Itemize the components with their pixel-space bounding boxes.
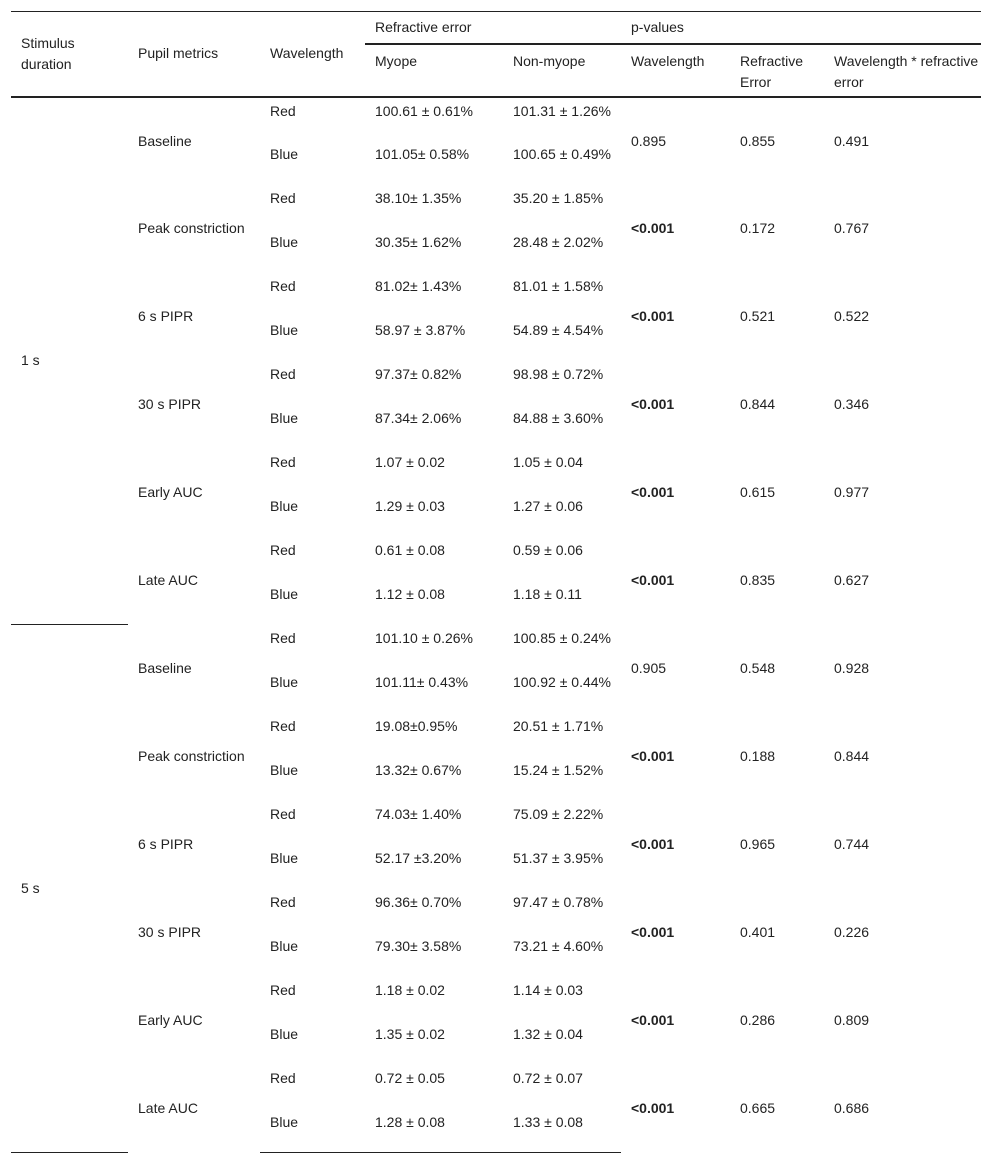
pupil-metric-cell: Late AUC — [138, 1100, 198, 1116]
p-wavelength-cell — [621, 537, 730, 625]
p-wavelength-cell — [621, 1065, 730, 1153]
table-row — [11, 537, 981, 581]
wavelength-cell: Red — [270, 541, 296, 558]
p-interaction-cell: 0.928 — [834, 660, 870, 676]
wavelength-cell: Red — [270, 893, 296, 910]
wavelength-cell: Red — [270, 189, 296, 206]
non-myope-value-cell: 20.51 ± 1.71% — [513, 717, 604, 734]
myope-value-cell: 87.34± 2.06% — [375, 409, 462, 426]
stimulus-duration-cell: 1 s — [11, 97, 128, 625]
pupil-metric-cell: Baseline — [138, 132, 192, 149]
myope-value-cell: 13.32± 0.67% — [375, 761, 462, 778]
p-refractive-error-cell: 0.521 — [740, 308, 776, 324]
myope-value-cell: 1.35 ± 0.02 — [375, 1025, 445, 1042]
p-wavelength-cell-bold: <0.001 — [631, 748, 675, 764]
p-refractive-error-cell: 0.965 — [740, 836, 776, 852]
table-row — [11, 273, 981, 317]
wavelength-cell: Blue — [270, 761, 299, 778]
myope-value-cell: 97.37± 0.82% — [375, 365, 462, 382]
wavelength-cell: Blue — [270, 1025, 299, 1042]
pupil-metric-cell: Baseline — [138, 660, 192, 676]
header-wavelength: Wavelength — [260, 12, 365, 97]
p-refractive-error-cell: 0.844 — [740, 396, 776, 412]
header-myope: Myope — [365, 44, 503, 97]
myope-value-cell: 30.35± 1.62% — [375, 233, 462, 250]
p-wavelength-cell-bold: <0.001 — [631, 1100, 675, 1116]
pupil-metric-cell: Early AUC — [138, 484, 203, 500]
table-row — [11, 801, 981, 845]
non-myope-value-cell: 98.98 ± 0.72% — [513, 365, 604, 382]
p-wavelength-cell — [621, 713, 730, 801]
non-myope-value-cell: 100.65 ± 0.49% — [513, 145, 611, 162]
wavelength-cell: Red — [270, 981, 296, 998]
non-myope-value-cell: 0.72 ± 0.07 — [513, 1069, 583, 1086]
table-row — [11, 1065, 981, 1109]
pupil-metric-cell: 30 s PIPR — [138, 396, 202, 412]
non-myope-value-cell: 35.20 ± 1.85% — [513, 189, 604, 206]
myope-value-cell: 1.07 ± 0.02 — [375, 453, 445, 470]
wavelength-cell: Blue — [270, 233, 299, 250]
table-row — [11, 889, 981, 933]
p-refractive-error-cell: 0.286 — [740, 1012, 776, 1028]
header-stimulus-duration: Stimulus duration — [11, 12, 128, 97]
table-row — [11, 713, 981, 757]
wavelength-cell: Red — [270, 453, 296, 470]
p-refractive-error-cell: 0.401 — [740, 924, 776, 940]
pupil-metrics-table — [11, 11, 981, 1153]
wavelength-cell: Blue — [270, 849, 299, 866]
wavelength-cell: Blue — [270, 409, 299, 426]
wavelength-cell: Blue — [270, 497, 299, 514]
non-myope-value-cell: 1.32 ± 0.04 — [513, 1025, 583, 1042]
p-refractive-error-cell: 0.615 — [740, 484, 776, 500]
p-wavelength-cell — [621, 449, 730, 537]
wavelength-cell: Blue — [270, 145, 299, 162]
wavelength-cell: Blue — [270, 673, 299, 690]
p-interaction-cell: 0.627 — [834, 572, 870, 588]
table-row — [11, 449, 981, 493]
pupil-metric-cell: 6 s PIPR — [138, 836, 194, 852]
p-wavelength-cell-bold: <0.001 — [631, 484, 675, 500]
wavelength-cell: Blue — [270, 937, 299, 954]
pupil-metric-cell: 6 s PIPR — [138, 308, 194, 324]
myope-value-cell: 38.10± 1.35% — [375, 189, 462, 206]
myope-value-cell: 1.18 ± 0.02 — [375, 981, 445, 998]
non-myope-value-cell: 15.24 ± 1.52% — [513, 761, 604, 778]
header-p-values: p-values — [621, 12, 981, 44]
wavelength-cell: Red — [270, 1069, 296, 1086]
p-refractive-error-cell: 0.855 — [740, 132, 776, 149]
wavelength-cell: Blue — [270, 321, 299, 338]
non-myope-value-cell: 100.92 ± 0.44% — [513, 673, 611, 690]
non-myope-value-cell: 97.47 ± 0.78% — [513, 893, 604, 910]
p-interaction-cell: 0.844 — [834, 748, 870, 764]
pupil-metrics-table-container — [11, 11, 981, 1153]
p-interaction-cell: 0.346 — [834, 396, 870, 412]
p-interaction-cell: 0.226 — [834, 924, 870, 940]
wavelength-cell: Red — [270, 717, 296, 734]
p-interaction-cell: 0.744 — [834, 836, 870, 852]
myope-value-cell: 1.28 ± 0.08 — [365, 1109, 503, 1153]
header-non-myope: Non-myope — [503, 44, 621, 97]
pupil-metric-cell: 30 s PIPR — [138, 924, 202, 940]
header-pupil-metrics: Pupil metrics — [128, 12, 260, 97]
header-p-refractive-error: Refractive Error — [730, 44, 824, 97]
p-interaction-cell: 0.491 — [834, 132, 870, 149]
p-interaction-cell: 0.686 — [834, 1100, 870, 1116]
table-row — [11, 185, 981, 229]
header-p-wavelength: Wavelength — [621, 44, 730, 97]
p-refractive-error-cell: 0.665 — [740, 1100, 776, 1116]
table-row — [11, 625, 981, 669]
p-interaction-cell: 0.522 — [834, 308, 870, 324]
header-p-interaction: Wavelength * refractive error — [824, 44, 981, 97]
myope-value-cell: 101.10 ± 0.26% — [375, 629, 473, 646]
wavelength-cell: Red — [270, 805, 296, 822]
p-refractive-error-cell: 0.188 — [740, 748, 776, 764]
pupil-metric-cell: Early AUC — [138, 1012, 203, 1028]
p-refractive-error-cell: 0.172 — [740, 220, 776, 236]
p-wavelength-cell-bold: <0.001 — [631, 924, 675, 940]
non-myope-value-cell: 75.09 ± 2.22% — [513, 805, 604, 822]
non-myope-value-cell: 1.14 ± 0.03 — [513, 981, 583, 998]
myope-value-cell: 58.97 ± 3.87% — [375, 321, 466, 338]
myope-value-cell: 101.11± 0.43% — [375, 673, 469, 690]
non-myope-value-cell: 0.59 ± 0.06 — [513, 541, 583, 558]
non-myope-value-cell: 1.18 ± 0.11 — [513, 585, 582, 602]
header-refractive-error: Refractive error — [365, 12, 621, 44]
p-wavelength-cell — [621, 889, 730, 977]
p-interaction-cell: 0.977 — [834, 484, 870, 500]
pupil-metric-cell: Peak constriction — [138, 220, 245, 236]
myope-value-cell: 81.02± 1.43% — [375, 277, 462, 294]
myope-value-cell: 101.05± 0.58% — [375, 145, 470, 162]
table-body — [11, 97, 981, 1153]
wavelength-cell: Red — [270, 629, 296, 646]
p-wavelength-cell: 0.895 — [631, 132, 667, 149]
p-wavelength-cell-bold: <0.001 — [631, 836, 675, 852]
myope-value-cell: 100.61 ± 0.61% — [375, 102, 473, 119]
non-myope-value-cell: 51.37 ± 3.95% — [513, 849, 604, 866]
pupil-metric-cell: Peak constriction — [138, 748, 245, 764]
p-wavelength-cell-bold: <0.001 — [631, 572, 675, 588]
myope-value-cell: 0.61 ± 0.08 — [375, 541, 445, 558]
table-row — [11, 361, 981, 405]
p-wavelength-cell — [621, 273, 730, 361]
p-wavelength-cell-bold: <0.001 — [631, 308, 675, 324]
wavelength-cell: Red — [270, 365, 296, 382]
non-myope-value-cell: 1.27 ± 0.06 — [513, 497, 583, 514]
table-row — [11, 977, 981, 1021]
non-myope-value-cell: 100.85 ± 0.24% — [513, 629, 611, 646]
p-wavelength-cell: 0.905 — [631, 660, 667, 676]
non-myope-value-cell: 28.48 ± 2.02% — [513, 233, 604, 250]
p-wavelength-cell — [621, 977, 730, 1065]
pupil-metric-cell: Late AUC — [138, 572, 198, 588]
p-wavelength-cell — [621, 801, 730, 889]
p-interaction-cell: 0.809 — [834, 1012, 870, 1028]
wavelength-cell: Red — [270, 277, 296, 294]
p-wavelength-cell — [621, 185, 730, 273]
p-interaction-cell: 0.767 — [834, 220, 870, 236]
wavelength-cell: Red — [270, 102, 296, 119]
non-myope-value-cell: 84.88 ± 3.60% — [513, 409, 604, 426]
non-myope-value-cell: 1.33 ± 0.08 — [503, 1109, 621, 1153]
myope-value-cell: 1.29 ± 0.03 — [375, 497, 445, 514]
p-refractive-error-cell: 0.835 — [740, 572, 776, 588]
stimulus-duration-cell: 5 s — [11, 625, 128, 1153]
table-row — [11, 97, 981, 141]
myope-value-cell: 0.72 ± 0.05 — [375, 1069, 445, 1086]
p-wavelength-cell-bold: <0.001 — [631, 1012, 675, 1028]
wavelength-cell: Blue — [260, 1109, 365, 1153]
p-refractive-error-cell: 0.548 — [740, 660, 776, 676]
myope-value-cell: 96.36± 0.70% — [375, 893, 462, 910]
myope-value-cell: 19.08±0.95% — [375, 717, 458, 734]
p-wavelength-cell — [621, 361, 730, 449]
myope-value-cell: 1.12 ± 0.08 — [375, 585, 445, 602]
non-myope-value-cell: 73.21 ± 4.60% — [513, 937, 604, 954]
non-myope-value-cell: 81.01 ± 1.58% — [513, 277, 604, 294]
p-wavelength-cell-bold: <0.001 — [631, 220, 675, 236]
myope-value-cell: 79.30± 3.58% — [375, 937, 462, 954]
myope-value-cell: 52.17 ±3.20% — [375, 849, 462, 866]
non-myope-value-cell: 1.05 ± 0.04 — [513, 453, 583, 470]
myope-value-cell: 74.03± 1.40% — [375, 805, 462, 822]
non-myope-value-cell: 101.31 ± 1.26% — [513, 102, 611, 119]
non-myope-value-cell: 54.89 ± 4.54% — [513, 321, 604, 338]
p-wavelength-cell-bold: <0.001 — [631, 396, 675, 412]
wavelength-cell: Blue — [270, 585, 299, 602]
